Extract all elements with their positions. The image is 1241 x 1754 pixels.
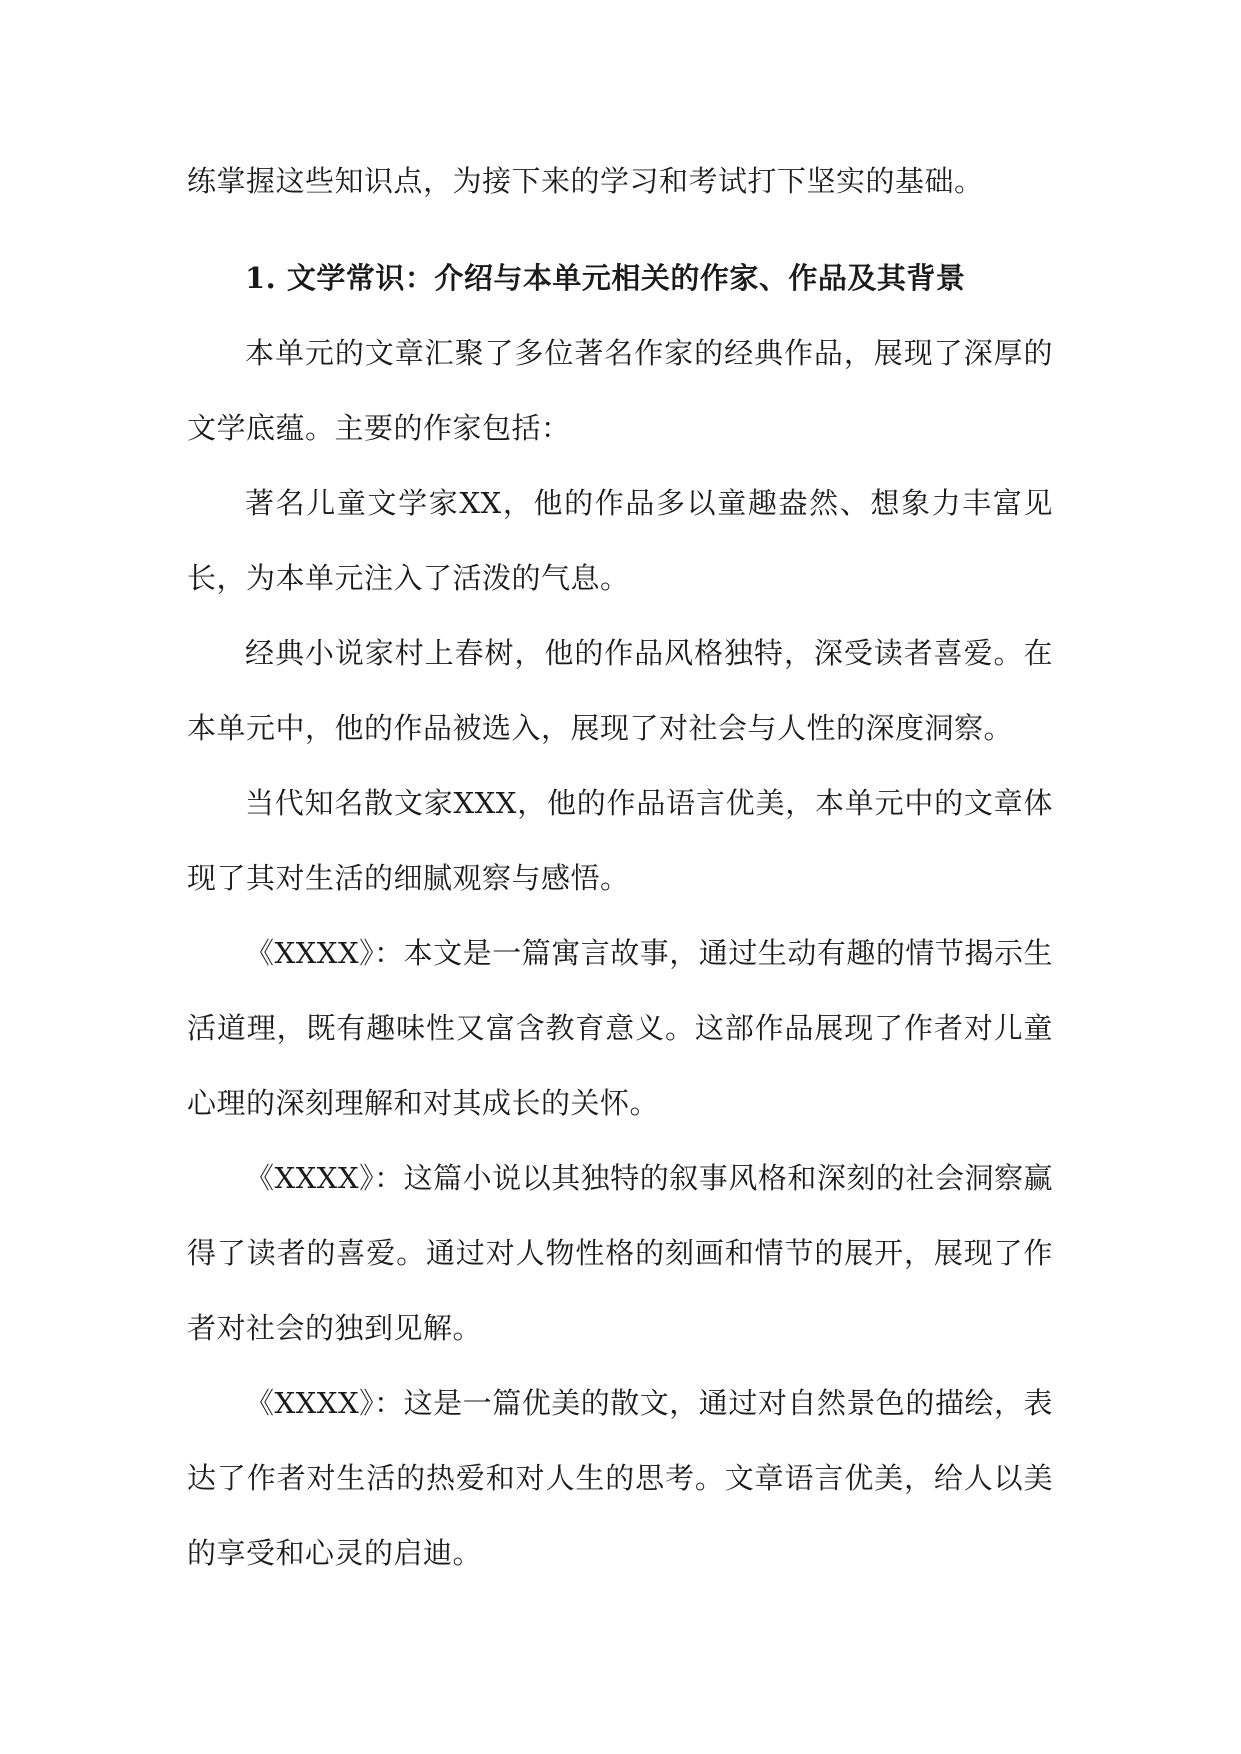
paragraph-continuation: 练掌握这些知识点，为接下来的学习和考试打下坚实的基础。 bbox=[187, 164, 984, 198]
paragraph-intro: 本单元的文章汇聚了多位著名作家的经典作品，展现了深厚的文学底蕴。主要的作家包括： bbox=[187, 336, 1053, 445]
paragraph-author-3: 当代知名散文家XXX，他的作品语言优美，本单元中的文章体现了其对生活的细腻观察与感悟。 bbox=[187, 786, 1053, 895]
paragraph-author-2: 经典小说家村上春树，他的作品风格独特，深受读者喜爱。在本单元中，他的作品被选入，展现了对社会与人性的深度洞察。 bbox=[187, 636, 1053, 745]
paragraph-work-2: 《XXXX》：这篇小说以其独特的叙事风格和深刻的社会洞察赢得了读者的喜爱。通过对人物性格的刻画和情节的展开，展现了作者对社会的独到见解。 bbox=[187, 1161, 1053, 1345]
section-heading: 1. 文学常识：介绍与本单元相关的作家、作品及其背景 bbox=[245, 261, 966, 295]
document-body bbox=[187, 144, 1053, 1591]
paragraph-work-1: 《XXXX》：本文是一篇寓言故事，通过生动有趣的情节揭示生活道理，既有趣味性又富含教育意义。这部作品展现了作者对儿童心理的深刻理解和对其成长的关怀。 bbox=[187, 936, 1053, 1120]
paragraph-author-1: 著名儿童文学家XX，他的作品多以童趣盎然、想象力丰富见长，为本单元注入了活泼的气息。 bbox=[187, 486, 1053, 595]
paragraph-work-3: 《XXXX》：这是一篇优美的散文，通过对自然景色的描绘，表达了作者对生活的热爱和对人生的思考。文章语言优美，给人以美的享受和心灵的启迪。 bbox=[187, 1386, 1053, 1570]
